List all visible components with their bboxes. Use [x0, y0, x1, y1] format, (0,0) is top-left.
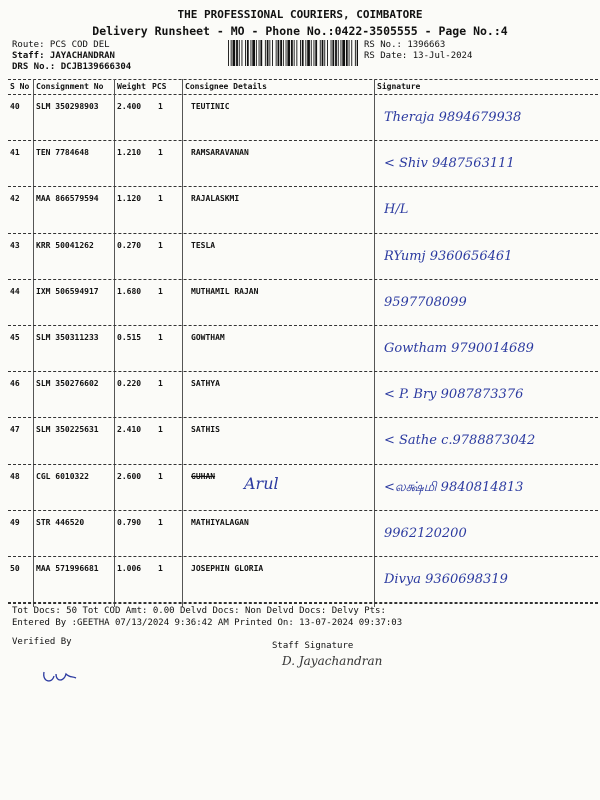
header-bottom-rule [8, 94, 598, 95]
row-consignment-no: STR 446520 [36, 517, 85, 527]
col-consignment: Consignment No [36, 82, 104, 91]
row-consignment-no: CGL 6010322 [36, 471, 89, 481]
row-separator [8, 233, 598, 234]
row-weight: 2.400 [117, 102, 142, 111]
row-consignment-no: KRR 50041262 [36, 240, 94, 250]
column-divider [33, 79, 34, 607]
header-top-rule [8, 79, 598, 80]
barcode [228, 40, 358, 66]
row-consignment-no: SLM 350276602 [36, 379, 99, 389]
row-signature: H/L [384, 202, 409, 218]
row-pcs: 1 [158, 194, 163, 204]
row-consignee: MUTHAMIL RAJAN [191, 286, 259, 296]
column-divider [182, 79, 183, 607]
row-pcs: 1 [158, 148, 163, 158]
staff-label: Staff: JAYACHANDRAN [12, 51, 115, 61]
row-separator [8, 464, 598, 465]
row-consignment-no: SLM 350311233 [36, 333, 99, 342]
staff-signature: D. Jayachandran [282, 654, 383, 668]
verified-label: Verified By [12, 637, 72, 647]
col-signature: Signature [377, 82, 421, 91]
col-pcs: PCS [152, 82, 167, 91]
row-consignee: MATHIYALAGAN [191, 517, 249, 527]
row-sno: 43 [10, 240, 20, 250]
row-pcs: 1 [158, 333, 163, 342]
row-separator [8, 140, 598, 141]
row-signature: Gowtham 9790014689 [384, 341, 534, 356]
row-sno: 42 [10, 194, 20, 204]
row-separator [8, 417, 598, 418]
row-consignment-no: SLM 350225631 [36, 425, 99, 435]
rs-date: RS Date: 13-Jul-2024 [364, 51, 473, 61]
route-info [12, 40, 131, 73]
row-pcs: 1 [158, 379, 163, 389]
row-separator [8, 510, 598, 511]
row-consignee: JOSEPHIN GLORIA [191, 564, 264, 573]
row-consignment-no: MAA 571996681 [36, 564, 99, 573]
row-consignee: GUHAN [191, 471, 216, 481]
row-signature: Theraja 9894679938 [384, 110, 522, 125]
staff-signature-label: Staff Signature [272, 641, 354, 651]
row-weight: 0.515 [117, 333, 142, 342]
row-separator [8, 186, 598, 187]
row-sno: 50 [10, 564, 20, 573]
row-sno: 48 [10, 471, 20, 481]
entered-line: Entered By :GEETHA 07/13/2024 9:36:42 AM Printed On: 13-07-2024 09:37:03 [12, 618, 403, 628]
document-subtitle: Delivery Runsheet - MO - Phone No.:0422-3505555 - Page No.:4 [92, 24, 508, 38]
row-consignment-no: MAA 866579594 [36, 194, 99, 204]
row-separator [8, 325, 598, 326]
row-pcs: 1 [158, 517, 163, 527]
row-weight: 1.210 [117, 148, 142, 158]
totals-line: Tot Docs: 50 Tot COD Amt: 0.00 Delvd Docs: Non Delvd Docs: Delvy Pts: [12, 606, 386, 616]
row-signature: < Sathe c.9788873042 [384, 433, 536, 449]
row-consignee: GOWTHAM [191, 333, 225, 342]
row-consignee: TEUTINIC [191, 102, 230, 111]
drs-label: DRS No.: DCJB139666304 [12, 62, 132, 72]
row-separator [8, 279, 598, 280]
row-sno: 45 [10, 333, 20, 342]
row-weight: 0.270 [117, 240, 142, 250]
row-consignment-no: SLM 350298903 [36, 102, 99, 111]
col-sno: S No [10, 82, 30, 91]
row-weight: 1.680 [117, 286, 142, 296]
column-divider [114, 79, 115, 607]
row-sno: 47 [10, 425, 20, 435]
row-separator [8, 556, 598, 557]
row-signature: < Shiv 9487563111 [384, 156, 515, 172]
row-consignee: RAJALASKMI [191, 194, 240, 204]
row-sno: 44 [10, 286, 20, 296]
row-sno: 41 [10, 148, 20, 158]
row-pcs: 1 [158, 425, 163, 435]
footer-rule [8, 603, 598, 604]
row-consignee: RAMSARAVANAN [191, 148, 249, 158]
rs-number: RS No.: 1396663 [364, 40, 446, 50]
row-signature: <லக்ஷ்மி 9840814813 [384, 479, 524, 495]
rs-info [364, 40, 472, 62]
row-consignee: SATHYA [191, 379, 220, 389]
row-pcs: 1 [158, 286, 163, 296]
row-weight: 0.790 [117, 517, 142, 527]
row-consignee: SATHIS [191, 425, 220, 435]
col-consignee: Consignee Details [185, 82, 267, 91]
verified-signature [40, 664, 80, 690]
row-signature: < P. Bry 9087873376 [384, 387, 524, 403]
row-weight: 2.410 [117, 425, 142, 435]
row-pcs: 1 [158, 102, 163, 111]
route-label: Route: PCS COD DEL [12, 40, 110, 50]
row-sno: 49 [10, 517, 20, 527]
row-signature: Divya 9360698319 [384, 572, 508, 587]
col-weight: Weight [117, 82, 146, 91]
row-signature: 9597708099 [384, 294, 467, 310]
row-consignment-no: IXM 506594917 [36, 286, 99, 296]
row-pcs: 1 [158, 564, 163, 573]
row-weight: 0.220 [117, 379, 142, 389]
row-weight: 2.600 [117, 471, 142, 481]
row-separator [8, 371, 598, 372]
row-consignee: TESLA [191, 240, 216, 250]
row-signature: RYumj 9360656461 [384, 248, 513, 264]
row-sno: 46 [10, 379, 20, 389]
row-sno: 40 [10, 102, 20, 111]
document-title: THE PROFESSIONAL COURIERS, COIMBATORE [177, 8, 423, 21]
handwritten-note: Arul [244, 474, 279, 493]
row-pcs: 1 [158, 240, 163, 250]
row-weight: 1.006 [117, 564, 142, 573]
row-weight: 1.120 [117, 194, 142, 204]
row-consignment-no: TEN 7784648 [36, 148, 89, 158]
row-signature: 9962120200 [384, 525, 467, 541]
row-pcs: 1 [158, 471, 163, 481]
column-divider [374, 79, 375, 607]
